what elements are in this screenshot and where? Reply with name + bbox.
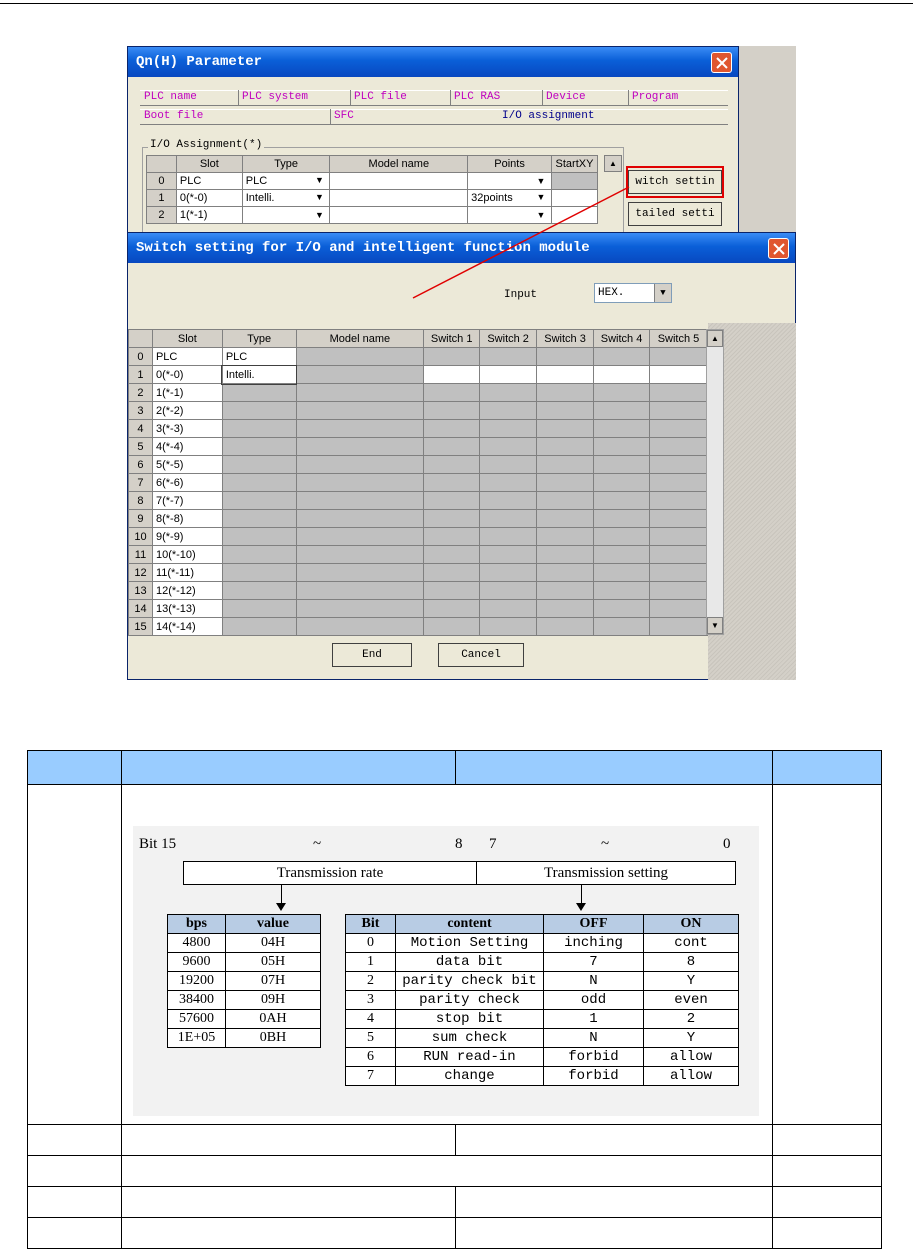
chevron-down-icon[interactable]: ▼ <box>654 284 671 302</box>
body-cell <box>772 785 881 1125</box>
setting-row <box>346 953 739 972</box>
row-number: 0 <box>147 173 177 190</box>
on-cell: even <box>644 991 739 1010</box>
bit-cell: 4 <box>346 1010 396 1029</box>
setting-row <box>346 1029 739 1048</box>
header-cell <box>455 751 772 785</box>
off-cell: 7 <box>544 953 644 972</box>
row-number: 7 <box>129 474 153 492</box>
content-cell: parity check bit <box>396 972 544 991</box>
content-cell: sum check <box>396 1029 544 1048</box>
row-number: 6 <box>129 456 153 474</box>
chevron-down-icon: ▼ <box>315 175 324 185</box>
slot-cell: 0(*-0) <box>152 366 222 384</box>
off-cell: 1 <box>544 1010 644 1029</box>
off-cell: N <box>544 1029 644 1048</box>
rate-row <box>168 953 321 972</box>
row-number: 3 <box>129 402 153 420</box>
transmission-setting-box: Transmission setting <box>476 861 736 885</box>
body-cell <box>122 1125 456 1156</box>
type-select[interactable]: Intelli. ▼ <box>242 190 330 207</box>
switch-setting-button[interactable]: witch settin <box>628 170 722 194</box>
row-number: 9 <box>129 510 153 528</box>
slot-cell: 6(*-6) <box>152 474 222 492</box>
column-header-bit: Bit <box>346 915 396 934</box>
content-cell: stop bit <box>396 1010 544 1029</box>
header-cell <box>772 751 881 785</box>
row-number: 0 <box>129 348 153 366</box>
type-cell: Intelli. <box>222 366 296 384</box>
tab-io-assignment[interactable]: I/O assignment <box>502 110 595 122</box>
body-cell <box>28 785 122 1125</box>
row-number: 2 <box>129 384 153 402</box>
off-cell: forbid <box>544 1067 644 1086</box>
slot-cell: 14(*-14) <box>152 618 222 636</box>
tab-plc-system[interactable]: PLC system <box>242 91 309 103</box>
tilde-label: ~ <box>601 836 610 852</box>
value-cell: 05H <box>226 953 321 972</box>
header-cell <box>122 751 456 785</box>
slot-cell: 11(*-11) <box>152 564 222 582</box>
row-number: 1 <box>129 366 153 384</box>
rate-row <box>168 1029 321 1048</box>
row-number: 1 <box>147 190 177 207</box>
body-cell <box>122 1218 456 1249</box>
on-cell: 8 <box>644 953 739 972</box>
row-number: 5 <box>129 438 153 456</box>
arrow-line <box>581 885 582 905</box>
value-cell: 09H <box>226 991 321 1010</box>
bps-cell: 9600 <box>168 953 226 972</box>
bps-cell: 1E+05 <box>168 1029 226 1048</box>
input-format-select[interactable]: HEX. ▼ <box>594 283 672 303</box>
tab-plc-ras[interactable]: PLC RAS <box>454 91 501 103</box>
io-assignment-label: I/O Assignment(*) <box>150 139 263 151</box>
column-header-startxy: StartXY <box>551 156 597 173</box>
bit-cell: 6 <box>346 1048 396 1067</box>
detailed-setting-button[interactable]: tailed setti <box>628 202 722 226</box>
scroll-up-icon[interactable]: ▲ <box>707 330 723 347</box>
value-cell: 07H <box>226 972 321 991</box>
on-cell: Y <box>644 972 739 991</box>
scroll-up-icon[interactable]: ▲ <box>604 155 622 172</box>
scroll-down-icon[interactable]: ▼ <box>707 617 723 634</box>
value-cell: 04H <box>226 934 321 953</box>
bit-cell: 5 <box>346 1029 396 1048</box>
column-header-slot: Slot <box>152 330 222 348</box>
points-select[interactable]: 32points ▼ <box>468 190 552 207</box>
chevron-down-icon: ▼ <box>536 176 546 186</box>
body-cell <box>772 1187 881 1218</box>
chevron-down-icon: ▼ <box>536 210 546 220</box>
column-header-points: Points <box>468 156 552 173</box>
on-cell: allow <box>644 1048 739 1067</box>
bps-cell: 57600 <box>168 1010 226 1029</box>
column-header-model-name: Model name <box>296 330 424 348</box>
column-header-switch-5: Switch 5 <box>650 330 708 348</box>
off-cell: odd <box>544 991 644 1010</box>
setting-row <box>346 1048 739 1067</box>
body-cell <box>455 1187 772 1218</box>
input-label: Input <box>504 289 538 301</box>
row-number: 14 <box>129 600 153 618</box>
body-cell <box>772 1125 881 1156</box>
bps-cell: 38400 <box>168 991 226 1010</box>
row-number: 12 <box>129 564 153 582</box>
column-header-model-name: Model name <box>330 156 468 173</box>
row-number: 4 <box>129 420 153 438</box>
bit-8-label: 8 <box>455 836 463 852</box>
column-header-on: ON <box>644 915 739 934</box>
row-number: 11 <box>129 546 153 564</box>
arrow-down-icon <box>276 903 286 911</box>
tab-program[interactable]: Program <box>632 91 679 103</box>
column-header-switch-2: Switch 2 <box>480 330 537 348</box>
content-cell: change <box>396 1067 544 1086</box>
bit-cell: 7 <box>346 1067 396 1086</box>
off-cell: N <box>544 972 644 991</box>
rate-row <box>168 991 321 1010</box>
slot-cell: 12(*-12) <box>152 582 222 600</box>
tab-boot-file[interactable]: Boot file <box>144 110 204 122</box>
header-cell <box>28 751 122 785</box>
body-cell <box>122 1187 456 1218</box>
chevron-down-icon: ▼ <box>315 192 324 202</box>
on-cell: cont <box>644 934 739 953</box>
slot-cell: 7(*-7) <box>152 492 222 510</box>
on-cell: 2 <box>644 1010 739 1029</box>
connector-line <box>127 46 796 680</box>
column-header-switch-1: Switch 1 <box>424 330 480 348</box>
off-cell: inching <box>544 934 644 953</box>
row-number: 2 <box>147 207 177 224</box>
rate-row <box>168 1010 321 1029</box>
bit-cell: 3 <box>346 991 396 1010</box>
bit-cell: 1 <box>346 953 396 972</box>
body-cell <box>28 1125 122 1156</box>
arrow-line <box>281 885 282 905</box>
content-cell: Motion Setting <box>396 934 544 953</box>
slot-cell: 0(*-0) <box>176 190 242 207</box>
column-header-type: Type <box>242 156 330 173</box>
slot-cell: 8(*-8) <box>152 510 222 528</box>
body-cell <box>772 1156 881 1187</box>
cancel-button[interactable]: Cancel <box>438 643 524 667</box>
bit-0-label: 0 <box>723 836 731 852</box>
setting-row <box>346 991 739 1010</box>
column-header-type: Type <box>222 330 296 348</box>
body-cell <box>122 1156 773 1187</box>
end-button[interactable]: End <box>332 643 412 667</box>
body-cell <box>455 1125 772 1156</box>
value-cell: 0AH <box>226 1010 321 1029</box>
bit-cell: 2 <box>346 972 396 991</box>
chevron-down-icon: ▼ <box>536 192 546 202</box>
body-cell <box>28 1187 122 1218</box>
page-top-rule <box>0 3 913 4</box>
bit-7-label: 7 <box>489 836 497 852</box>
row-number: 10 <box>129 528 153 546</box>
column-header-content: content <box>396 915 544 934</box>
bit-diagram <box>133 826 759 1116</box>
column-header-value: value <box>226 915 321 934</box>
bps-cell: 4800 <box>168 934 226 953</box>
off-cell: forbid <box>544 1048 644 1067</box>
body-cell <box>28 1156 122 1187</box>
setting-row <box>346 934 739 953</box>
row-number: 8 <box>129 492 153 510</box>
row-number: 15 <box>129 618 153 636</box>
value-cell: 0BH <box>226 1029 321 1048</box>
column-header-switch-4: Switch 4 <box>594 330 650 348</box>
transmission-rate-box: Transmission rate <box>183 861 477 885</box>
bps-cell: 19200 <box>168 972 226 991</box>
bit-cell: 0 <box>346 934 396 953</box>
row-number: 13 <box>129 582 153 600</box>
content-cell: parity check <box>396 991 544 1010</box>
arrow-down-icon <box>576 903 586 911</box>
tab-device[interactable]: Device <box>546 91 586 103</box>
setting-row <box>346 972 739 991</box>
body-cell <box>455 1218 772 1249</box>
slot-cell: 1(*-1) <box>176 207 242 224</box>
rate-row <box>168 972 321 991</box>
type-cell: PLC <box>222 348 296 366</box>
content-cell: data bit <box>396 953 544 972</box>
slot-cell: 13(*-13) <box>152 600 222 618</box>
tab-plc-file[interactable]: PLC file <box>354 91 407 103</box>
slot-cell: 3(*-3) <box>152 420 222 438</box>
chevron-down-icon: ▼ <box>315 210 324 220</box>
column-header-off: OFF <box>544 915 644 934</box>
bit-15-label: Bit 15 <box>139 836 177 852</box>
slot-cell: 2(*-2) <box>152 402 222 420</box>
slot-cell: 4(*-4) <box>152 438 222 456</box>
on-cell: allow <box>644 1067 739 1086</box>
slot-cell: 9(*-9) <box>152 528 222 546</box>
slot-cell: 10(*-10) <box>152 546 222 564</box>
column-header-switch-3: Switch 3 <box>537 330 594 348</box>
slot-cell: 1(*-1) <box>152 384 222 402</box>
tab-sfc[interactable]: SFC <box>334 110 354 122</box>
transmission-setting-table <box>345 914 739 1086</box>
tab-plc-name[interactable]: PLC name <box>144 91 197 103</box>
switch-window-title: Switch setting for I/O and intelligent function module <box>136 240 590 256</box>
slot-cell: PLC <box>152 348 222 366</box>
tilde-label: ~ <box>313 836 322 852</box>
type-select[interactable]: PLC ▼ <box>242 173 330 190</box>
transmission-rate-table <box>167 914 321 1048</box>
column-header-bps: bps <box>168 915 226 934</box>
screenshot-figure <box>127 46 796 680</box>
slot-cell: 5(*-5) <box>152 456 222 474</box>
setting-row <box>346 1067 739 1086</box>
content-cell: RUN read-in <box>396 1048 544 1067</box>
body-cell <box>28 1218 122 1249</box>
parameter-window-title: Qn(H) Parameter <box>136 54 263 70</box>
column-header-slot: Slot <box>176 156 242 173</box>
rate-row <box>168 934 321 953</box>
setting-row <box>346 1010 739 1029</box>
slot-cell: PLC <box>176 173 242 190</box>
body-cell <box>772 1218 881 1249</box>
on-cell: Y <box>644 1029 739 1048</box>
